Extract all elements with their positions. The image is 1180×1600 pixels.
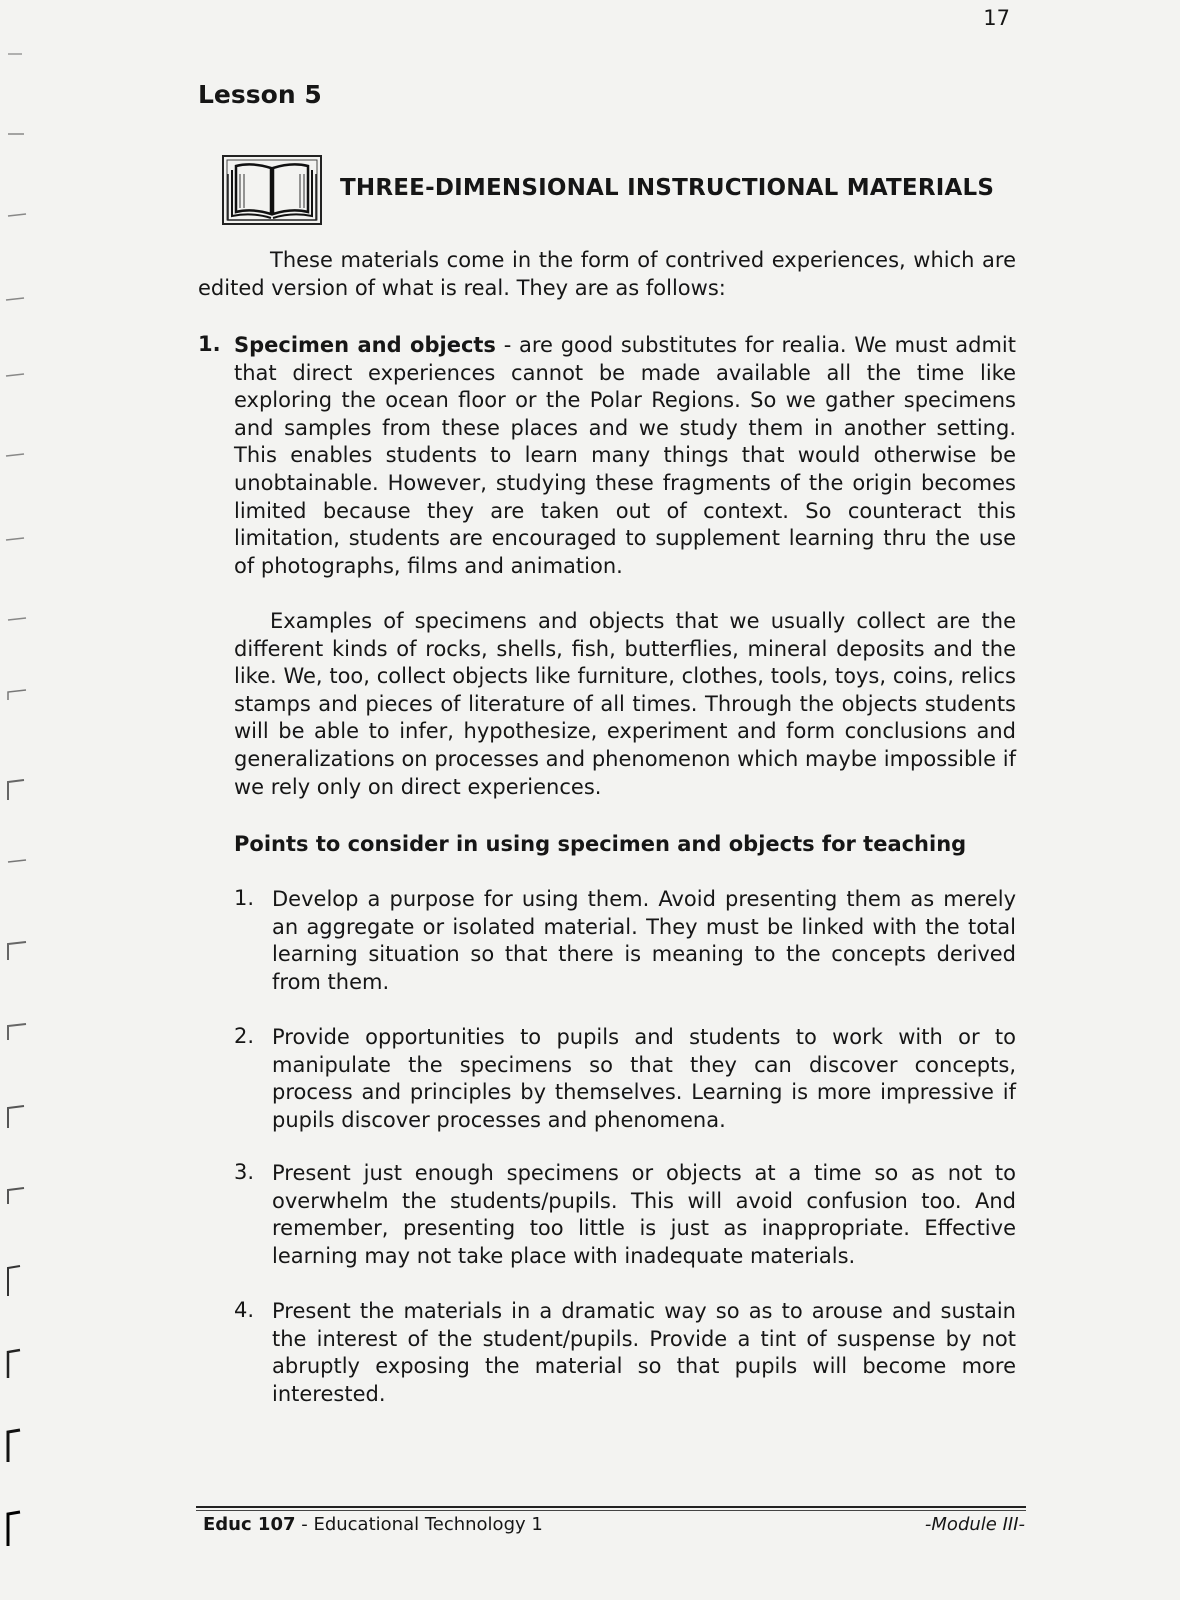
section-subheading: Points to consider in using specimen and objects for teaching [234,832,967,856]
item-description: - are good substitutes for realia. We must admit that direct experiences cannot be made available all the time like exploring the ocean floor or the Polar Regions. So we gather specimens and samples from these places and we study them in another setting. This enables students to learn many things that would otherwise be unobtainable. However, studying these fragments of the origin becomes limited because they are taken out of context. So counteract this limitation, students are encouraged to supplement learning thru the use of photographs, films and animation. [234,333,1016,578]
footer-rule-thin [196,1510,1026,1511]
intro-paragraph: These materials come in the form of contrived experiences, which are edited version of what is real. They are as follows: [198,248,1016,300]
point-item [234,886,1016,996]
point-item [234,1298,1016,1408]
open-book-icon [222,152,322,228]
point-number: 2. [234,1024,255,1048]
footer-course [203,1514,543,1535]
point-item [234,1024,1016,1134]
footer-rule [196,1506,1026,1508]
footer-course-title: - Educational Technology 1 [295,1514,543,1535]
binding-hole-marks [0,0,40,1600]
item-number: 1. [198,332,221,356]
point-text: Present just enough specimens or objects at a time so as not to overwhelm the students/pupils. This will avoid confusion too. And remember, presenting too little is just as inappropriate. Effective learning may not take place with inadequate materials. [272,1161,1016,1268]
point-text: Develop a purpose for using them. Avoid presenting them as merely an aggregate or isolated material. They must be linked with the total learning situation so that there is meaning to the concepts derived from them. [272,887,1016,994]
item-term: Specimen and objects [234,333,496,357]
item-body [234,332,1016,580]
point-text: Provide opportunities to pupils and students to work with or to manipulate the specimens so that they can discover concepts, process and principles by themselves. Learning is more impressive if pupils discover processes and phenomena. [272,1025,1016,1132]
footer-module: -Module III- [924,1514,1025,1535]
point-number: 3. [234,1160,255,1184]
point-text: Present the materials in a dramatic way so as to arouse and sustain the interest of the student/pupils. Provide a tint of suspense by not abruptly exposing the material so that pupils will become more interested. [272,1299,1016,1406]
lesson-title: THREE-DIMENSIONAL INSTRUCTIONAL MATERIALS [340,175,995,201]
point-item [234,1160,1016,1270]
point-number: 4. [234,1298,255,1322]
footer-course-code: Educ 107 [203,1514,296,1535]
numbered-item-1 [198,332,1016,580]
lesson-label: Lesson 5 [198,80,322,109]
point-number: 1. [234,886,255,910]
examples-paragraph: Examples of specimens and objects that we usually collect are the different kinds of rocks, shells, fish, butterflies, mineral deposits and the like. We, too, collect objects like furniture, clothes, tools, toys, coins, relics stamps and pieces of literature of all times. Through the objects students will be able to infer, hypothesize, experiment and form conclusions and generalizations on processes and phenomenon which maybe impossible if we rely only on direct experiences. [234,609,1016,799]
page-number: 17 [983,6,1010,30]
